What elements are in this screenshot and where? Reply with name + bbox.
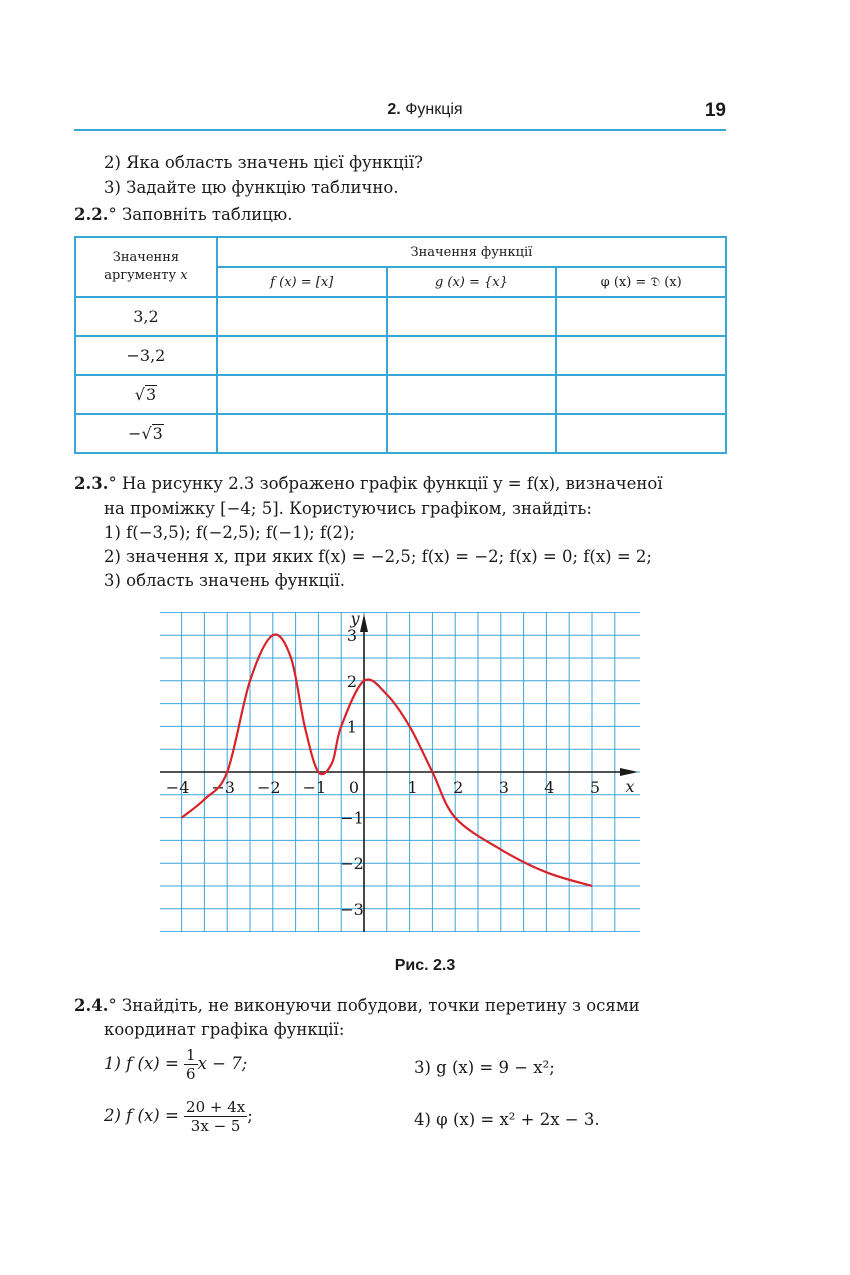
func-header: Значення функції [217,237,726,267]
x-tick-label: −2 [257,778,281,797]
degree-mark: ° [108,205,117,224]
y-tick-label: 2 [346,671,358,691]
exercise-number: 2.4. [74,996,109,1015]
y-tick-label: 1 [346,717,358,737]
x-tick-label: −4 [165,778,190,797]
y-tick-label: −1 [340,808,364,828]
y-tick-label: −2 [340,854,364,874]
item-prefix: 2) f (x) = [104,1106,185,1125]
exercise-2-4-item2 [104,1098,253,1135]
x-tick-label: 3 [498,778,509,797]
exercise-2-3-line2: на проміжку [−4; 5]. Користуючись графіком, знайдіть: [104,499,592,518]
empty-cell[interactable] [387,297,557,336]
degree-mark: ° [108,996,117,1015]
exercise-2-4 [74,996,640,1015]
x-tick-label: −3 [211,778,235,797]
axes [160,614,638,932]
x-tick-label: 1 [407,778,418,797]
exercise-2-4-line2: координат графіка функції: [104,1020,345,1039]
fraction [184,1046,198,1083]
exercise-2-3-item1: 1) f(−3,5); f(−2,5); f(−1); f(2); [104,523,356,542]
item-prefix: 1) f (x) = [104,1054,185,1073]
empty-cell[interactable] [217,375,387,414]
arg-header [75,237,217,297]
question-3: 3) Задайте цю функцію таблично. [104,178,399,197]
header-rule [74,129,726,131]
y-tick-label: −3 [340,899,364,919]
figure-caption: Рис. 2.3 [394,957,456,974]
x-tick-label: 0 [348,778,360,797]
row-arg: √3 [75,375,217,414]
row-arg: 3,2 [75,297,217,336]
row-arg: −3,2 [75,336,217,375]
exercise-number: 2.3. [74,474,109,493]
sqrt-radicand: 3 [145,385,157,404]
section-number: 2. [387,101,401,118]
item-suffix: x − 7; [197,1054,248,1073]
empty-cell[interactable] [217,414,387,453]
empty-cell[interactable] [556,297,726,336]
denominator: 6 [186,1065,196,1083]
empty-cell[interactable] [387,414,557,453]
degree-mark: ° [108,474,117,493]
exercise-2-2 [74,205,293,224]
x-tick-label: −1 [302,778,327,797]
x-tick-label: 5 [589,778,601,797]
denominator: 3x − 5 [190,1117,241,1135]
empty-cell[interactable] [556,375,726,414]
exercise-text: Заповніть таблицю. [116,205,293,224]
empty-cell[interactable] [217,336,387,375]
fraction [184,1098,247,1135]
minus-sign: − [128,424,142,443]
y-tick-label: 3 [346,626,358,646]
empty-cell[interactable] [556,336,726,375]
x-tick-label: 2 [453,778,464,797]
x-axis-arrow-icon [620,768,638,776]
exercise-2-4-item3: 3) g (x) = 9 − x²; [414,1058,555,1077]
numerator: 20 + 4x [186,1098,246,1116]
y-axis-arrow-icon [360,614,368,632]
col-dirichlet: φ (x) = 𝔇 (x) [556,267,726,297]
table-row [75,297,726,336]
row-arg: −√3 [75,414,217,453]
page-number: 19 [704,100,726,121]
table-row [75,336,726,375]
exercise-2-4-item1 [104,1046,247,1083]
function-graph [160,612,640,932]
exercise-2-4-item4: 4) φ (x) = x² + 2x − 3. [414,1110,600,1129]
col-frac: g (x) = {x} [387,267,557,297]
item-suffix: ; [247,1106,253,1125]
empty-cell[interactable] [387,375,557,414]
values-table [74,236,727,454]
empty-cell[interactable] [217,297,387,336]
x-axis-label: x [625,777,635,796]
arg-header-line1: Значення [112,250,180,265]
section-title: Функція [405,101,463,118]
x-tick-label: 4 [544,778,555,797]
exercise-2-3-item3: 3) область значень функції. [104,571,346,590]
empty-cell[interactable] [556,414,726,453]
sqrt-radicand: 3 [152,424,163,443]
table-row [75,414,726,453]
exercise-text: Знайдіть, не виконуючи побудови, точки перетину з осями [116,996,640,1015]
question-2: 2) Яка область значень цієї функції? [104,153,424,172]
col-floor: f (x) = [x] [217,267,387,297]
exercise-2-3-item2: 2) значення x, при яких f(x) = −2,5; f(x) = −2; f(x) = 0; f(x) = 2; [104,547,652,566]
numerator: 1 [186,1046,196,1064]
arg-header-line2: аргументу [104,268,177,283]
table-row [75,375,726,414]
exercise-2-3 [74,474,663,493]
exercise-number: 2.2. [74,205,109,224]
exercise-text: На рисунку 2.3 зображено графік функції y = f(x), визначеної [116,474,663,493]
arg-variable: x [180,268,188,283]
y-axis-label: y [350,612,360,628]
empty-cell[interactable] [387,336,557,375]
